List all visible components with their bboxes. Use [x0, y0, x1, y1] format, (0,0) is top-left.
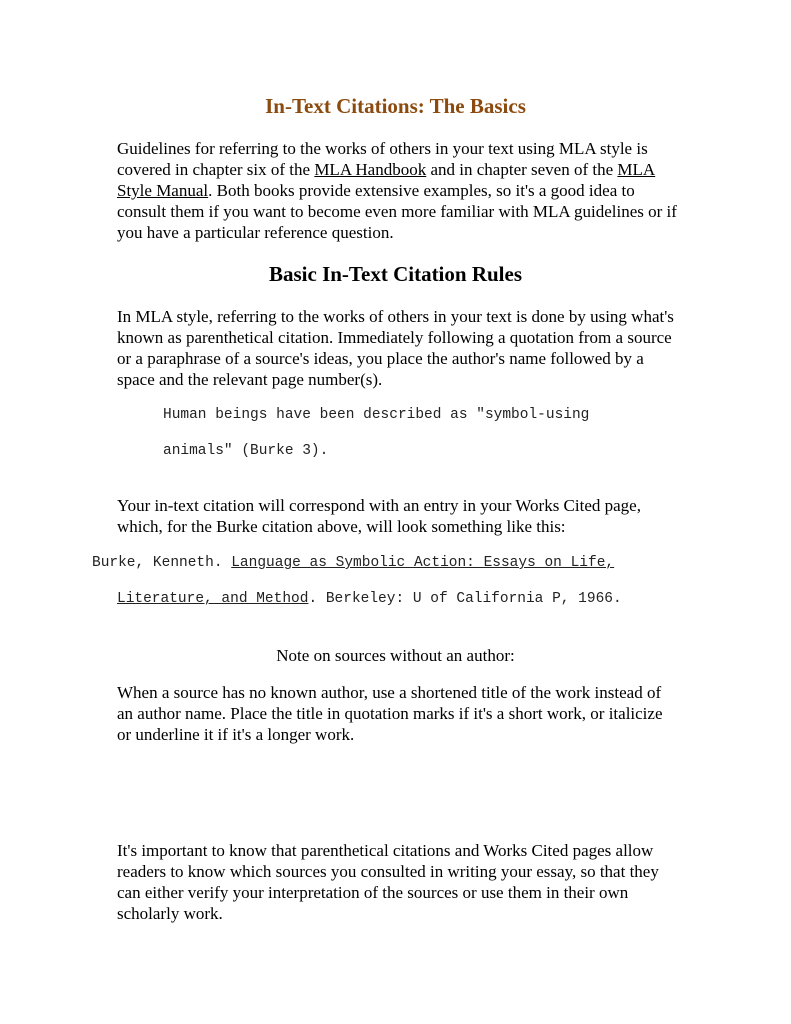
works-cited-author: Burke, Kenneth.: [92, 555, 232, 571]
works-cited-title-2: Literature, and Method: [117, 591, 309, 607]
section-heading: Basic In-Text Citation Rules: [269, 262, 522, 286]
works-cited-entry-line-1: [92, 554, 614, 572]
works-cited-title-1: Language as Symbolic Action: Essays on Life,: [231, 555, 615, 571]
works-cited-entry-line-2: [117, 590, 622, 608]
mla-style-manual-title: MLA Style Manual: [117, 160, 656, 200]
rules-paragraph: In MLA style, referring to the works of others in your text is done by using what's known as parenthetical citation. Immediately following a quotation from a source or a paraphrase of a source's ideas, you place the author's name followed by a space and the relevant page number(s).: [117, 307, 674, 389]
intro-text-3: . Both books provide extensive examples, so it's a good idea to consult them if you want to become even more familiar with MLA guidelines or if you have a particular reference question.: [117, 181, 677, 242]
example-quote-line-1: Human beings have been described as "symbol-using: [163, 407, 590, 423]
note-paragraph: When a source has no known author, use a shortened title of the work instead of an author name. Place the title in quotation marks if it's a short work, or italicize or underline it if it's a longer work.: [117, 683, 663, 744]
intro-paragraph: [117, 138, 677, 243]
page-title: In-Text Citations: The Basics: [265, 94, 526, 118]
note-heading: Note on sources without an author:: [276, 646, 515, 665]
mla-handbook-title: MLA Handbook: [314, 160, 427, 179]
works-cited-publication: . Berkeley: U of California P, 1966.: [308, 591, 622, 607]
intro-text-1: Guidelines for referring to the works of others in your text using MLA style is covered in chapter six of the: [117, 139, 648, 179]
intro-text-2: and in chapter seven of the: [426, 160, 618, 179]
works-cited-paragraph: Your in-text citation will correspond with an entry in your Works Cited page, which, for the Burke citation above, will look something like this:: [117, 496, 641, 536]
closing-paragraph: It's important to know that parenthetical citations and Works Cited pages allow readers to know which sources you consulted in writing your essay, so that they can either verify your interpretation of the sources or use them in their own scholarly work.: [117, 841, 659, 923]
example-quote-line-2: animals" (Burke 3).: [163, 443, 329, 459]
